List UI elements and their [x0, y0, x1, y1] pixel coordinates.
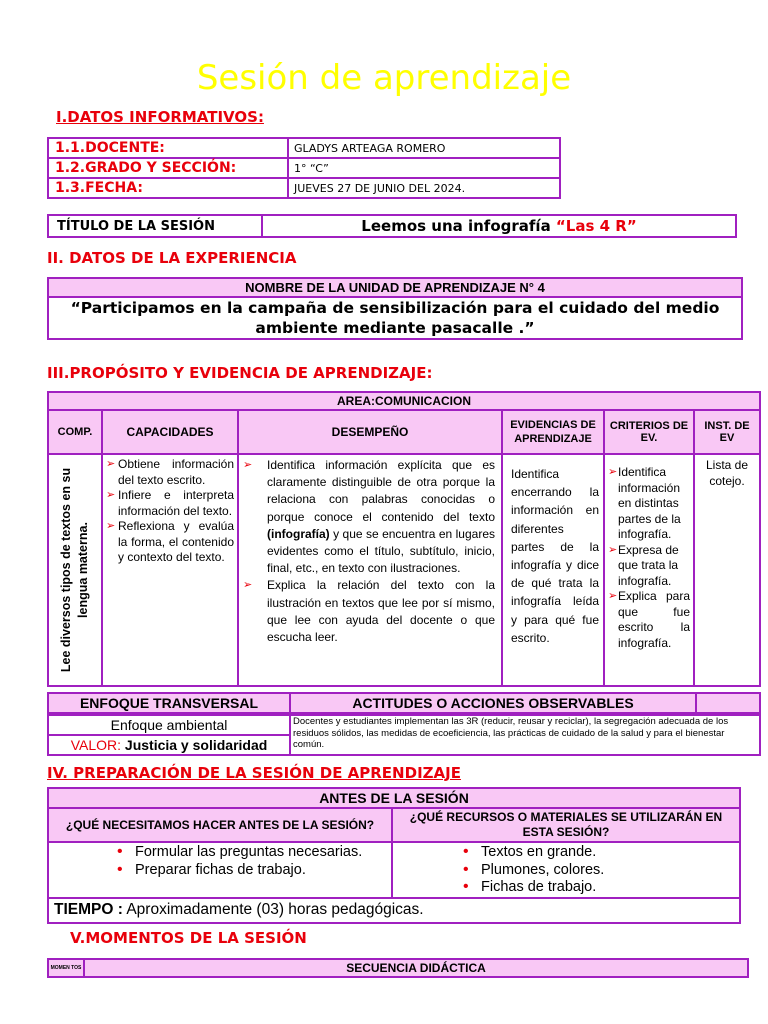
recurso-item: • Textos en grande.: [463, 844, 739, 862]
criterio-item: Explica para que fue escrito la infografía.: [618, 589, 690, 650]
desempeno-item-1: Identifica información explícita que es claramente distinguible de otra porque la relaciona con palabras conocidas o porque conoce el contenido del texto (infografía) y que se encuentra en lugares evidentes como el título, subtítulo, inicio, final, etc., en texto con ilustraciones.: [267, 458, 495, 576]
enfoque-header: ENFOQUE TRANSVERSAL: [48, 693, 290, 713]
session-title-label: TÍTULO DE LA SESIÓN: [48, 215, 262, 237]
section-5-heading: V.MOMENTOS DE LA SESIÓN: [70, 929, 307, 947]
arrow-bullet-icon: ➢: [608, 543, 618, 556]
enfoque-table: [47, 692, 761, 714]
arrow-bullet-icon: ➢: [243, 579, 253, 592]
arrow-bullet-icon: ➢: [106, 458, 116, 470]
area-header: AREA:COMUNICACION: [48, 392, 760, 410]
unidad-name: “Participamos en la campaña de sensibilización para el cuidado del medio ambiente mediante pasacalle .”: [48, 297, 742, 339]
recursos-cell: [392, 842, 740, 898]
inst-header: INST. DE EV: [694, 410, 760, 454]
desempeno-header: DESEMPEÑO: [238, 410, 502, 454]
unidad-table: [47, 277, 743, 340]
competencia-cell: [48, 454, 102, 686]
datos-informativos-table: [47, 137, 561, 199]
tiempo-cell: TIEMPO : Aproximadamente (03) horas pedagógicas.: [48, 898, 740, 923]
comp-header: COMP.: [48, 410, 102, 454]
capacidades-cell: [102, 454, 238, 686]
capacidad-item: Reflexiona y evalúa la forma, el contenido y contexto del texto.: [118, 519, 234, 564]
valor-cell: VALOR: Justicia y solidaridad: [48, 735, 290, 755]
empty-header-cell: [696, 693, 760, 713]
section-1-heading: I.DATOS INFORMATIVOS:: [56, 108, 264, 126]
arrow-bullet-icon: ➢: [106, 489, 116, 501]
docente-value: GLADYS ARTEAGA ROMERO: [288, 138, 560, 158]
preparacion-table: [47, 787, 741, 924]
hacer-item: • Preparar fichas de trabajo.: [117, 862, 391, 880]
desempeno-cell: [238, 454, 502, 686]
docente-label: 1.1.DOCENTE:: [48, 138, 288, 158]
desempeno-item-2: Explica la relación del texto con la ilustración en textos que lee por sí mismo, que lee con ayuda del docente o que escucha leer.: [267, 578, 495, 645]
hacer-header: ¿QUÉ NECESITAMOS HACER ANTES DE LA SESIÓN?: [48, 808, 392, 842]
capacidades-header: CAPACIDADES: [102, 410, 238, 454]
arrow-bullet-icon: ➢: [243, 459, 253, 471]
momentos-table: [47, 958, 749, 978]
proposito-table: [47, 391, 761, 687]
antes-header: ANTES DE LA SESIÓN: [48, 788, 740, 808]
hacer-cell: [48, 842, 392, 898]
arrow-bullet-icon: ➢: [106, 520, 116, 532]
momentos-header: MOMEN TOS: [48, 959, 84, 977]
evidencia-cell: Identifica encerrando la información en diferentes partes de la infografía y dice de qué trata la infografía leída y para qué fue escrito.: [502, 454, 604, 686]
section-2-heading: II. DATOS DE LA EXPERIENCIA: [47, 249, 297, 267]
criterio-item: Identifica información en distintas partes de la infografía.: [618, 465, 681, 541]
arrow-bullet-icon: ➢: [608, 466, 618, 478]
enfoque-value: Enfoque ambiental: [48, 715, 290, 735]
actitudes-value: Docentes y estudiantes implementan las 3R (reducir, reusar y reciclar), la segregación adecuada de los residuos sólidos, las medidas de ecoeficiencia, las prácticas de cuidado de la salud y para el bienestar común.: [290, 715, 760, 755]
actitudes-header: ACTITUDES O ACCIONES OBSERVABLES: [290, 693, 696, 713]
page-title: Sesión de aprendizaje: [196, 58, 572, 98]
capacidad-item: Obtiene información del texto escrito.: [118, 457, 234, 487]
session-title-table: [47, 214, 737, 238]
hacer-item: • Formular las preguntas necesarias.: [117, 844, 391, 862]
grado-label: 1.2.GRADO Y SECCIÓN:: [48, 158, 288, 178]
session-title-value: Leemos una infografía “Las 4 R”: [262, 215, 736, 237]
competencia-text: Lee diversos tipos de textos en su lengua materna.: [59, 467, 90, 673]
evidencias-header: EVIDENCIAS DE APRENDIZAJE: [502, 410, 604, 454]
arrow-bullet-icon: ➢: [608, 590, 618, 602]
section-3-heading: III.PROPÓSITO Y EVIDENCIA DE APRENDIZAJE:: [47, 364, 433, 382]
recurso-item: • Fichas de trabajo.: [463, 879, 739, 897]
fecha-label: 1.3.FECHA:: [48, 178, 288, 198]
criterio-item: Expresa de que trata la infografía.: [618, 542, 679, 588]
grado-value: 1° “C”: [288, 158, 560, 178]
secuencia-header: SECUENCIA DIDÁCTICA: [84, 959, 748, 977]
instrumento-cell: Lista de cotejo.: [694, 454, 760, 686]
criterios-header: CRITERIOS DE EV.: [604, 410, 694, 454]
recursos-header: ¿QUÉ RECURSOS O MATERIALES SE UTILIZARÁN EN ESTA SESIÓN?: [392, 808, 740, 842]
enfoque-body-table: [47, 714, 761, 756]
recurso-item: • Plumones, colores.: [463, 862, 739, 880]
capacidad-item: Infiere e interpreta información del texto.: [118, 488, 234, 518]
unidad-header: NOMBRE DE LA UNIDAD DE APRENDIZAJE N° 4: [48, 278, 742, 297]
fecha-value: JUEVES 27 DE JUNIO DEL 2024.: [288, 178, 560, 198]
section-4-heading: IV. PREPARACIÓN DE LA SESIÓN DE APRENDIZAJE: [47, 764, 461, 782]
criterios-cell: [604, 454, 694, 686]
